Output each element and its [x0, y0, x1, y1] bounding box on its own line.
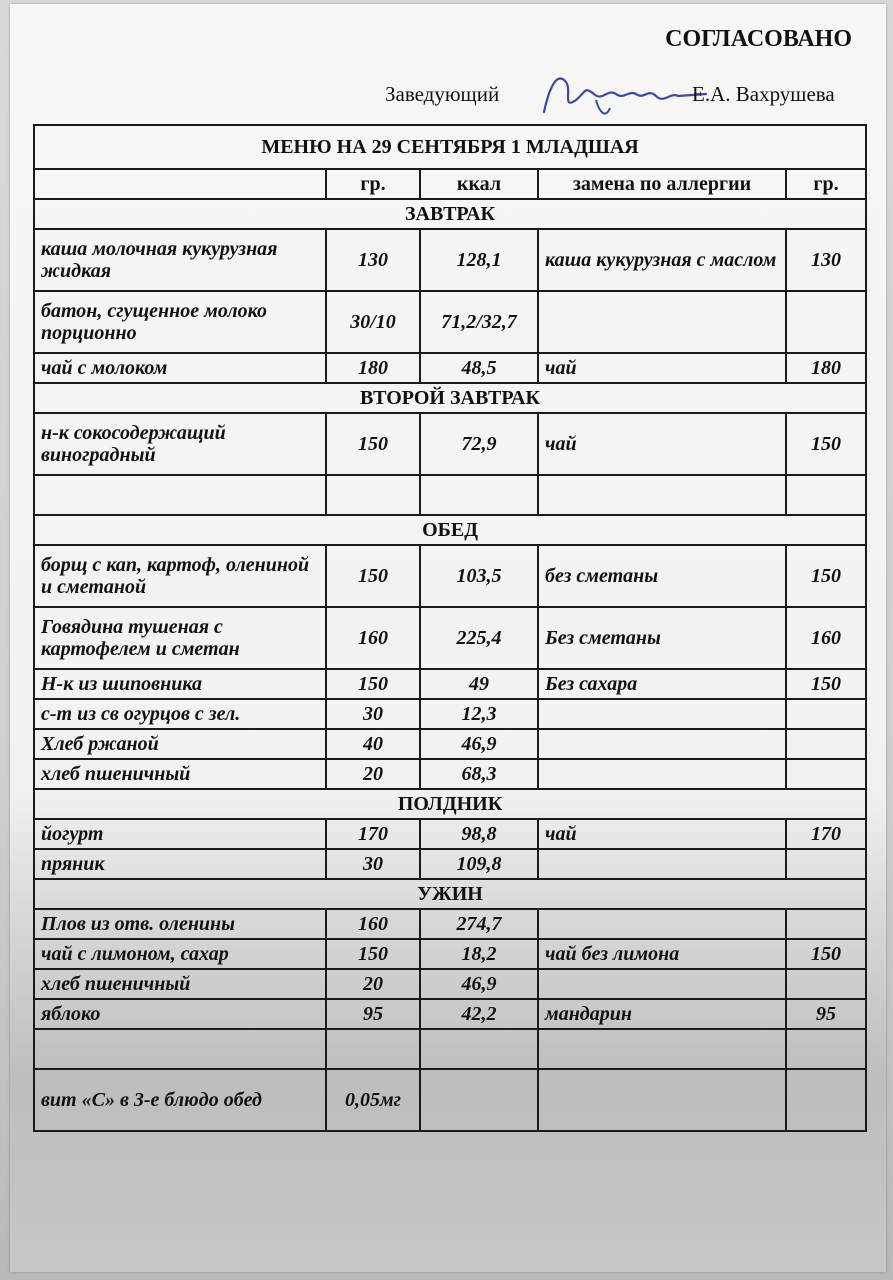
replacement-cell: чай	[538, 353, 786, 383]
replacement-grams-cell: 150	[786, 669, 866, 699]
replacement-grams-cell	[786, 291, 866, 353]
grams-cell	[326, 475, 420, 515]
grams-cell: 40	[326, 729, 420, 759]
replacement-grams-cell	[786, 759, 866, 789]
kcal-cell: 18,2	[420, 939, 538, 969]
kcal-cell	[420, 1029, 538, 1069]
kcal-cell: 68,3	[420, 759, 538, 789]
replacement-grams-cell	[786, 909, 866, 939]
kcal-cell: 46,9	[420, 969, 538, 999]
col-kcal-header: ккал	[420, 169, 538, 199]
dish-cell: н-к сокосодержащий виноградный	[34, 413, 326, 475]
dish-cell: Говядина тушеная с картофелем и сметан	[34, 607, 326, 669]
replacement-cell	[538, 1029, 786, 1069]
replacement-cell	[538, 969, 786, 999]
grams-cell: 150	[326, 939, 420, 969]
section-row	[34, 199, 866, 229]
kcal-cell	[420, 475, 538, 515]
menu-row	[34, 939, 866, 969]
dish-cell: йогурт	[34, 819, 326, 849]
grams-cell: 0,05мг	[326, 1069, 420, 1131]
menu-row	[34, 849, 866, 879]
section-title: ЗАВТРАК	[34, 199, 866, 229]
grams-cell: 180	[326, 353, 420, 383]
kcal-cell: 274,7	[420, 909, 538, 939]
menu-row	[34, 699, 866, 729]
grams-cell: 160	[326, 909, 420, 939]
section-title: ВТОРОЙ ЗАВТРАК	[34, 383, 866, 413]
replacement-cell	[538, 475, 786, 515]
replacement-grams-cell	[786, 1069, 866, 1131]
kcal-cell: 103,5	[420, 545, 538, 607]
replacement-grams-cell	[786, 969, 866, 999]
grams-cell: 170	[326, 819, 420, 849]
replacement-grams-cell: 95	[786, 999, 866, 1029]
replacement-grams-cell	[786, 849, 866, 879]
menu-row	[34, 819, 866, 849]
kcal-cell: 48,5	[420, 353, 538, 383]
dish-cell: Плов из отв. оленины	[34, 909, 326, 939]
grams-cell: 160	[326, 607, 420, 669]
kcal-cell: 225,4	[420, 607, 538, 669]
menu-row	[34, 1029, 866, 1069]
dish-cell: с-т из св огурцов с зел.	[34, 699, 326, 729]
replacement-cell	[538, 291, 786, 353]
menu-row	[34, 475, 866, 515]
menu-row	[34, 669, 866, 699]
replacement-grams-cell: 170	[786, 819, 866, 849]
kcal-cell: 71,2/32,7	[420, 291, 538, 353]
replacement-cell	[538, 909, 786, 939]
col-dish-header	[34, 169, 326, 199]
kcal-cell: 12,3	[420, 699, 538, 729]
grams-cell: 20	[326, 969, 420, 999]
dish-cell: чай с молоком	[34, 353, 326, 383]
replacement-cell: чай	[538, 819, 786, 849]
replacement-cell	[538, 699, 786, 729]
grams-cell	[326, 1029, 420, 1069]
grams-cell: 30/10	[326, 291, 420, 353]
menu-row	[34, 291, 866, 353]
dish-cell: хлеб пшеничный	[34, 969, 326, 999]
kcal-cell	[420, 1069, 538, 1131]
dish-cell: борщ с кап, картоф, олениной и сметаной	[34, 545, 326, 607]
kcal-cell: 46,9	[420, 729, 538, 759]
kcal-cell: 42,2	[420, 999, 538, 1029]
section-title: ОБЕД	[34, 515, 866, 545]
approval-heading: СОГЛАСОВАНО	[665, 26, 852, 52]
section-title: УЖИН	[34, 879, 866, 909]
section-row	[34, 515, 866, 545]
menu-row	[34, 353, 866, 383]
menu-row	[34, 607, 866, 669]
col-grams-header: гр.	[326, 169, 420, 199]
replacement-grams-cell: 150	[786, 939, 866, 969]
menu-row	[34, 545, 866, 607]
replacement-grams-cell: 180	[786, 353, 866, 383]
menu-row	[34, 759, 866, 789]
section-title: ПОЛДНИК	[34, 789, 866, 819]
grams-cell: 20	[326, 759, 420, 789]
replacement-cell	[538, 849, 786, 879]
menu-row	[34, 229, 866, 291]
replacement-grams-cell: 150	[786, 545, 866, 607]
menu-row	[34, 909, 866, 939]
grams-cell: 30	[326, 699, 420, 729]
replacement-cell	[538, 759, 786, 789]
col-repl-grams-header: гр.	[786, 169, 866, 199]
grams-cell: 95	[326, 999, 420, 1029]
kcal-cell: 72,9	[420, 413, 538, 475]
dish-cell: Н-к из шиповника	[34, 669, 326, 699]
menu-row	[34, 1069, 866, 1131]
dish-cell: хлеб пшеничный	[34, 759, 326, 789]
grams-cell: 150	[326, 669, 420, 699]
replacement-cell: без сметаны	[538, 545, 786, 607]
replacement-cell: Без сахара	[538, 669, 786, 699]
signature-scribble	[536, 64, 711, 124]
replacement-cell: мандарин	[538, 999, 786, 1029]
grams-cell: 150	[326, 413, 420, 475]
replacement-cell	[538, 729, 786, 759]
kcal-cell: 49	[420, 669, 538, 699]
section-row	[34, 383, 866, 413]
section-row	[34, 789, 866, 819]
dish-cell: чай с лимоном, сахар	[34, 939, 326, 969]
dish-cell: Хлеб ржаной	[34, 729, 326, 759]
replacement-cell	[538, 1069, 786, 1131]
grams-cell: 130	[326, 229, 420, 291]
grams-cell: 30	[326, 849, 420, 879]
menu-row	[34, 999, 866, 1029]
approver-name: Е.А. Вахрушева	[692, 82, 835, 106]
replacement-cell: каша кукурузная с маслом	[538, 229, 786, 291]
replacement-cell: Без сметаны	[538, 607, 786, 669]
menu-row	[34, 413, 866, 475]
replacement-grams-cell: 130	[786, 229, 866, 291]
approver-position: Заведующий	[385, 82, 500, 106]
replacement-grams-cell: 160	[786, 607, 866, 669]
dish-cell: каша молочная кукурузная жидкая	[34, 229, 326, 291]
dish-cell: батон, сгущенное молоко порционно	[34, 291, 326, 353]
kcal-cell: 98,8	[420, 819, 538, 849]
replacement-grams-cell	[786, 729, 866, 759]
replacement-grams-cell	[786, 475, 866, 515]
dish-cell: вит «С» в 3-е блюдо обед	[34, 1069, 326, 1131]
dish-cell: яблоко	[34, 999, 326, 1029]
kcal-cell: 109,8	[420, 849, 538, 879]
replacement-cell: чай без лимона	[538, 939, 786, 969]
menu-table	[33, 124, 867, 1132]
dish-cell: пряник	[34, 849, 326, 879]
dish-cell	[34, 1029, 326, 1069]
menu-row	[34, 969, 866, 999]
col-replacement-header: замена по аллергии	[538, 169, 786, 199]
replacement-grams-cell	[786, 1029, 866, 1069]
dish-cell	[34, 475, 326, 515]
kcal-cell: 128,1	[420, 229, 538, 291]
replacement-grams-cell: 150	[786, 413, 866, 475]
replacement-grams-cell	[786, 699, 866, 729]
grams-cell: 150	[326, 545, 420, 607]
menu-title: МЕНЮ НА 29 СЕНТЯБРЯ 1 МЛАДШАЯ	[34, 125, 866, 169]
section-row	[34, 879, 866, 909]
menu-row	[34, 729, 866, 759]
replacement-cell: чай	[538, 413, 786, 475]
